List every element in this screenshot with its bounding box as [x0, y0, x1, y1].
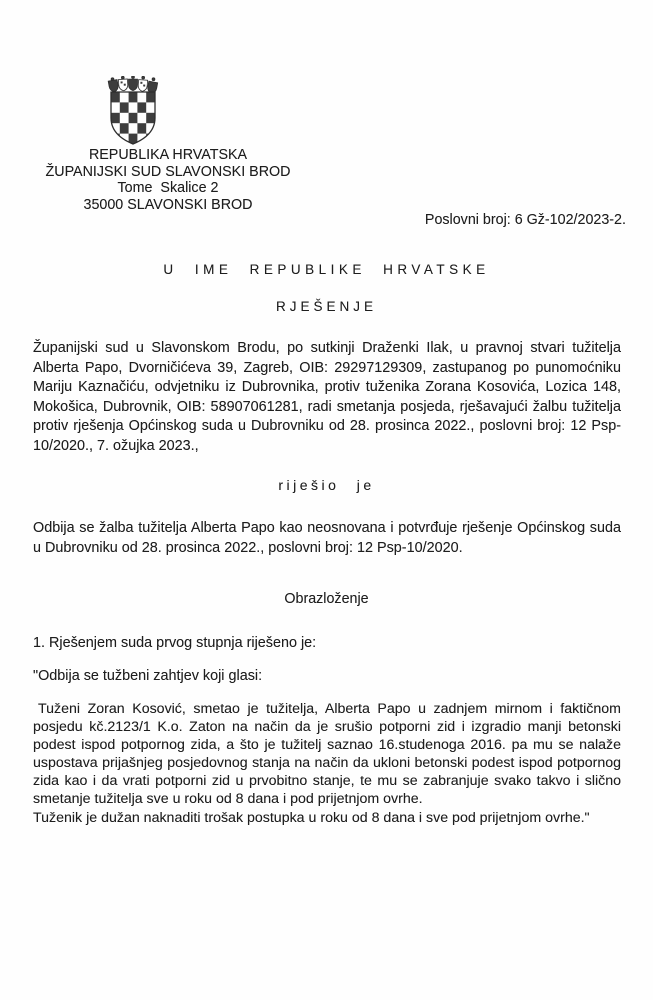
court-country-line: REPUBLIKA HRVATSKA: [88, 147, 248, 163]
court-city-line: 35000 SLAVONSKI BROD: [83, 196, 253, 213]
ruling-heading: riješio je: [278, 477, 375, 493]
quote-opening-line: "Odbija se tužbeni zahtjev koji glasi:: [33, 668, 263, 684]
court-letterhead: [26, 147, 310, 213]
croatian-coat-of-arms-icon: [105, 76, 161, 146]
quoted-claim-block: [33, 700, 621, 827]
court-name-line: ŽUPANIJSKI SUD SLAVONSKI BROD: [45, 163, 291, 180]
reasoning-heading: Obrazloženje: [284, 591, 369, 607]
quote-paragraph: Tuženik je dužan naknaditi trošak postupka u roku od 8 dana i sve pod prijetnjom ovrhe.": [33, 809, 590, 826]
quote-paragraph: Tuženi Zoran Kosović, smetao je tužitelja, Alberta Papo u zadnjem mirnom i faktičnom posjedu kč.2123/1 K.o. Zaton na način da je srušio potporni zid i izgradio manji betonski podest ispod potpornog zida, a što je tužitelj saznao 16.studenoga 2016. pa mu se nalaže uspostava prijašnjeg posjedovnog stanja na način da ukloni betonski podest ispod potpornog zida kao i da vrati potporni zid u prvobitno stanje, te mu se zabranjuje svako takvo i slično smetanje tužitelja sve u roku od 8 dana i pod prijetnjom ovrhe.: [33, 701, 621, 808]
ruling-paragraph: Odbija se žalba tužitelja Alberta Papo kao neosnovana i potvrđuje rješenje Općinskog suda u Dubrovniku od 28. prosinca 2022., poslovni broj: 12 Psp-10/2020.: [33, 520, 621, 556]
in-the-name-of-republic-heading: U IME REPUBLIKE HRVATSKE: [163, 262, 490, 277]
reasoning-point-1: 1. Rješenjem suda prvog stupnja riješeno je:: [33, 635, 317, 651]
court-street-line: Tome Skalice 2: [117, 180, 219, 197]
introduction-paragraph: Županijski sud u Slavonskom Brodu, po sutkinji Draženki Ilak, u pravnoj stvari tužitelja Alberta Papo, Dvorničićeva 39, Zagreb, OIB: 29297129309, zastupanog po punomoćniku Mariju Kaznačiću, odvjetniku iz Dubrovnika, protiv tuženika Zorana Kosovića, Lozica 148, Mokošica, Dubrovnik, OIB: 58907061281, radi smetanja posjeda, rješavajući žalbu tužitelja protiv rješenja Općinskog suda u Dubrovniku od 28. prosinca 2022., poslovni broj: 12 Psp-10/2020., 7. ožujka 2023.,: [33, 340, 621, 454]
case-number: Poslovni broj: 6 Gž-102/2023-2.: [424, 212, 626, 228]
decision-type-heading: RJEŠENJE: [275, 299, 378, 314]
